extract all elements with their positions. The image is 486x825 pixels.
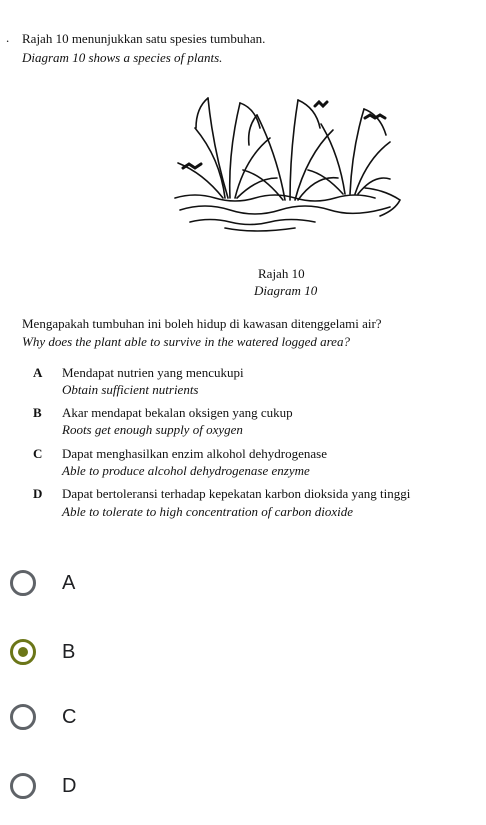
caption-en: Diagram 10 — [254, 283, 318, 298]
option-d-letter: D — [33, 486, 43, 501]
option-c-bm: Dapat menghasilkan enzim alkohol dehydrogenase — [62, 446, 327, 461]
choice-label-d: D — [62, 774, 77, 797]
radio-button-b-selected[interactable] — [10, 639, 36, 665]
option-a-en: Obtain sufficient nutrients — [62, 382, 199, 397]
intro-en: Diagram 10 shows a species of plants. — [22, 50, 223, 65]
option-d-en: Able to tolerate to high concentration of carbon dioxide — [62, 504, 354, 519]
option-a-letter: A — [33, 365, 43, 380]
question-bm: Mengapakah tumbuhan ini boleh hidup di kawasan ditenggelami air? — [22, 316, 382, 331]
radio-button-d[interactable] — [10, 773, 36, 799]
answer-choice-b[interactable] — [10, 630, 130, 674]
plant-diagram — [165, 88, 415, 263]
answer-choice-a[interactable] — [10, 561, 130, 605]
caption-bm: Rajah 10 — [258, 266, 305, 281]
option-c-letter: C — [33, 446, 43, 461]
intro-bm: Rajah 10 menunjukkan satu spesies tumbuhan. — [22, 31, 266, 46]
choice-label-a: A — [62, 571, 76, 594]
answer-choice-c[interactable] — [10, 695, 130, 739]
bullet-dot: . — [6, 30, 10, 45]
question-en: Why does the plant able to survive in the watered logged area? — [22, 334, 350, 349]
option-b-letter: B — [33, 405, 42, 420]
option-a-bm: Mendapat nutrien yang mencukupi — [62, 365, 244, 380]
option-b-en: Roots get enough supply of oxygen — [62, 422, 243, 437]
radio-button-a[interactable] — [10, 570, 36, 596]
answer-choice-d[interactable] — [10, 764, 130, 808]
choice-label-c: C — [62, 705, 77, 728]
option-c-en: Able to produce alcohol dehydrogenase enzyme — [62, 463, 310, 478]
option-b-bm: Akar mendapat bekalan oksigen yang cukup — [62, 405, 293, 420]
option-d-bm: Dapat bertoleransi terhadap kepekatan karbon dioksida yang tinggi — [62, 486, 411, 501]
radio-button-c[interactable] — [10, 704, 36, 730]
choice-label-b: B — [62, 640, 76, 663]
